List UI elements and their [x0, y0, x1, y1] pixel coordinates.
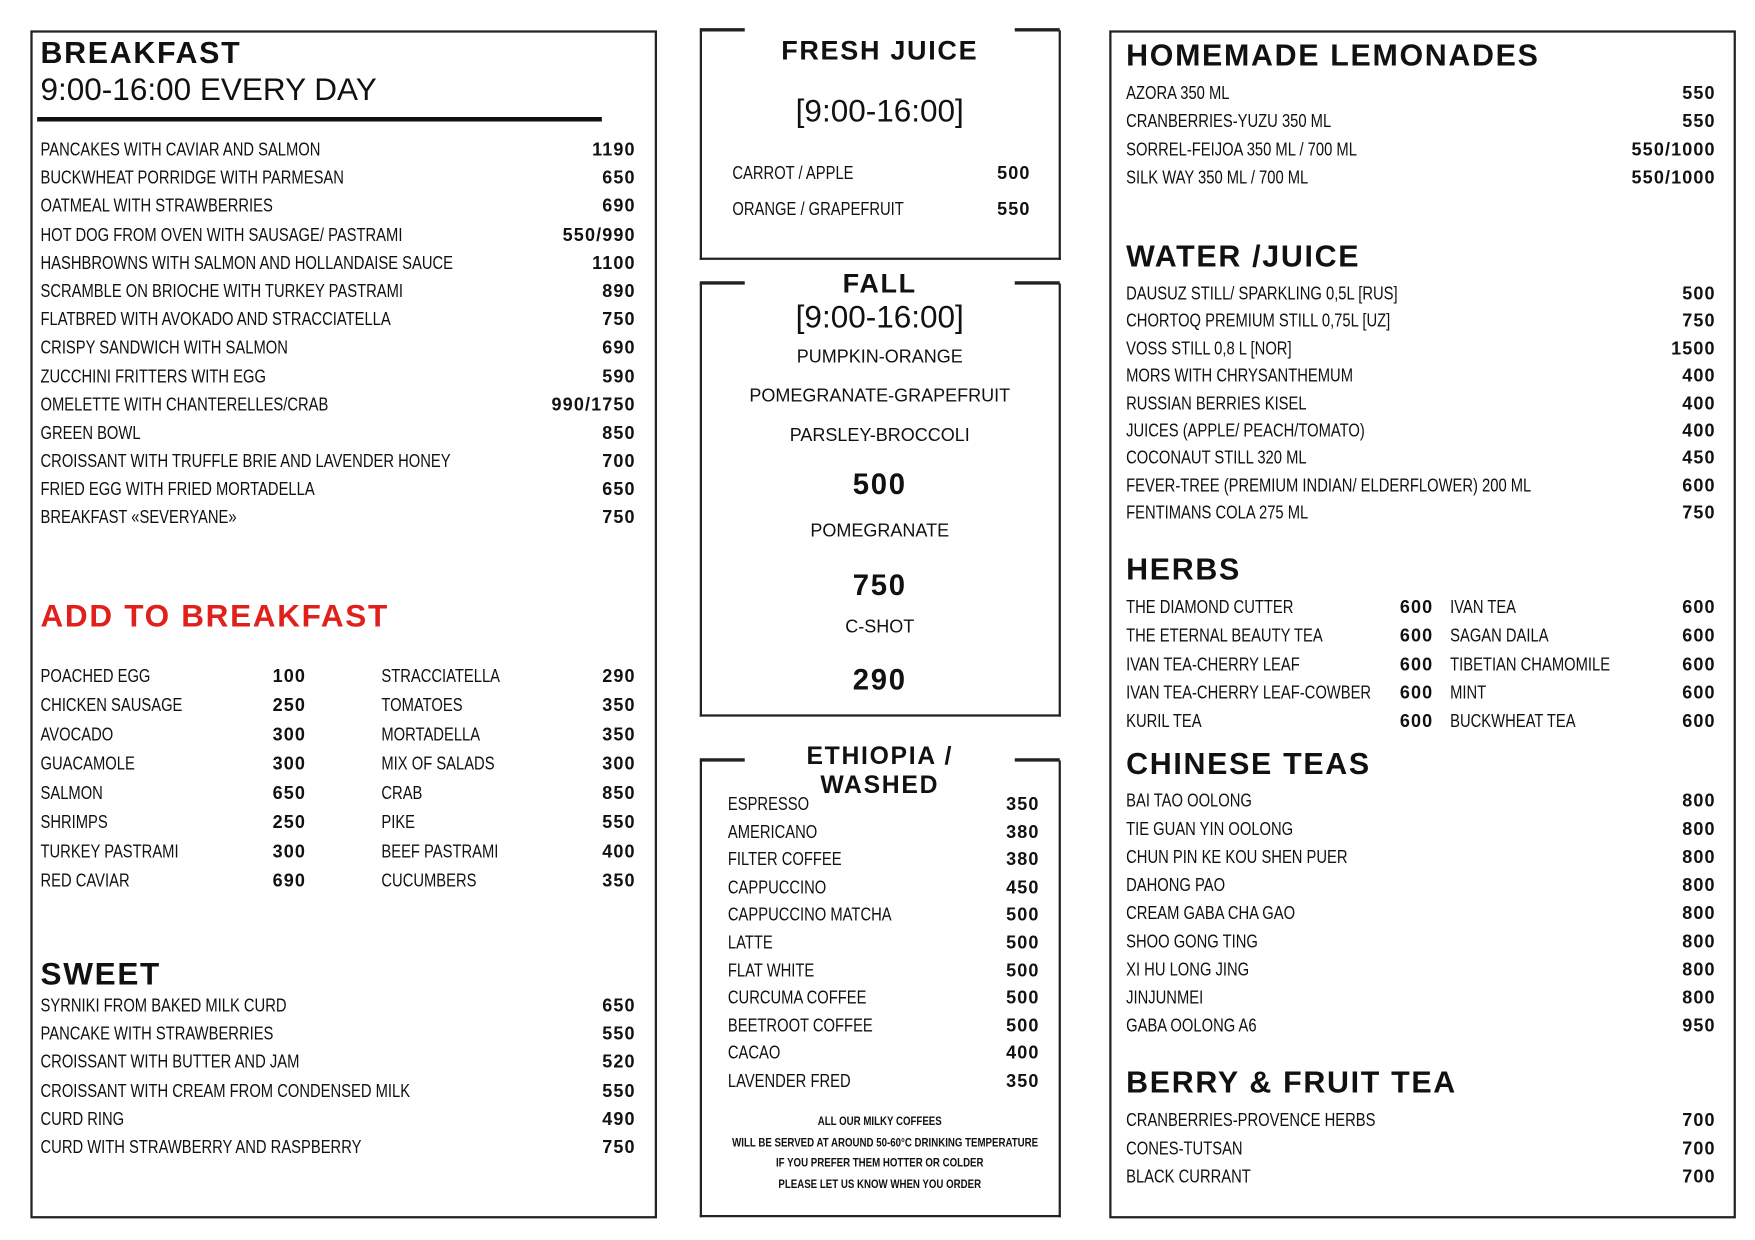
item-price: 350	[602, 725, 636, 745]
menu-item	[728, 851, 1040, 879]
item-name: CURCUMA COFFEE	[727, 989, 867, 1009]
border-segment	[700, 28, 745, 31]
item-price: 600	[1399, 655, 1434, 675]
item-name: OMELETTE WITH CHANTERELLES/CRAB	[40, 395, 329, 415]
chinese-teas-title: CHINESE TEAS	[1126, 747, 1371, 781]
item-name: SHRIMPS	[40, 813, 108, 833]
item-price: 600	[1682, 626, 1716, 647]
item-price: 450	[1682, 449, 1716, 469]
item-price: 400	[1682, 394, 1716, 414]
item-price: 700	[602, 452, 636, 472]
item-name: VOSS STILL 0,8 L [NOR]	[1126, 339, 1292, 359]
menu-item	[41, 1053, 636, 1081]
item-price: 700	[1682, 1167, 1716, 1187]
item-price: 690	[602, 338, 636, 359]
menu-item	[41, 311, 636, 339]
item-price: 250	[272, 696, 306, 716]
item-name: CHICKEN SAUSAGE	[40, 696, 183, 716]
item-price: 490	[602, 1110, 636, 1130]
item-name: CHUN PIN KE KOU SHEN PUER	[1126, 848, 1348, 868]
lemonades-list	[1126, 84, 1716, 197]
item-price: 800	[1682, 988, 1716, 1008]
item-price: 600	[1682, 712, 1716, 732]
menu-item	[1126, 876, 1716, 904]
item-price: 550	[602, 1025, 636, 1045]
item-name: TIBETIAN CHAMOMILE	[1450, 655, 1611, 675]
item-name: DAHONG PAO	[1126, 876, 1226, 896]
item-price: 600	[1682, 598, 1716, 618]
border-segment	[1015, 28, 1060, 31]
item-name: RUSSIAN BERRIES KISEL	[1126, 394, 1307, 414]
item-name: ORANGE / GRAPEFRUIT	[732, 200, 904, 220]
menu-item	[1126, 141, 1716, 169]
item-price: 1500	[1671, 339, 1716, 359]
menu-item	[41, 481, 636, 509]
menu-item	[1126, 989, 1716, 1017]
fall-item: PARSLEY-BROCCOLI	[789, 426, 970, 446]
menu-item	[1126, 1017, 1716, 1045]
item-price: 350	[602, 696, 636, 716]
item-price: 990/1750	[551, 395, 636, 415]
menu-item	[728, 906, 1040, 934]
item-price: 380	[1006, 823, 1040, 843]
item-name: FILTER COFFEE	[727, 850, 842, 870]
menu-item	[728, 1072, 1040, 1100]
menu-item	[1126, 285, 1716, 312]
menu-item	[41, 509, 636, 537]
menu-item	[41, 872, 307, 901]
item-price: 600	[1682, 655, 1716, 675]
item-price: 500	[1006, 961, 1040, 981]
fall-price: 500	[852, 466, 907, 501]
menu-item	[1126, 113, 1716, 141]
menu-item	[41, 339, 636, 367]
menu-item	[41, 367, 636, 395]
item-price: 400	[602, 842, 636, 862]
item-name: LATTE	[727, 933, 773, 953]
item-price: 500	[1006, 989, 1040, 1009]
item-name: IVAN TEA-CHERRY LEAF	[1126, 655, 1300, 675]
item-name: MIX OF SALADS	[381, 754, 495, 774]
menu-item	[41, 813, 307, 842]
menu-item	[41, 226, 636, 254]
item-name: BUCKWHEAT PORRIDGE WITH PARMESAN	[40, 168, 344, 189]
coffee-note: WILL BE SERVED AT AROUND 50-60°C DRINKING TEMPERATURE	[732, 1136, 1039, 1150]
item-name: CARROT / APPLE	[732, 164, 854, 184]
menu-item	[1126, 1168, 1716, 1196]
menu-item	[1126, 422, 1716, 449]
item-name: CREAM GABA CHA GAO	[1126, 904, 1296, 924]
item-price: 550/990	[562, 225, 636, 245]
item-name: KURIL TEA	[1126, 712, 1202, 732]
fall-title: FALL	[842, 268, 917, 300]
item-name: BUCKWHEAT TEA	[1450, 712, 1576, 732]
herbs-title: HERBS	[1126, 552, 1241, 587]
item-price: 500	[997, 164, 1031, 184]
menu-item	[1126, 792, 1716, 820]
item-name: BLACK CURRANT	[1126, 1167, 1251, 1187]
item-price: 800	[1682, 904, 1716, 924]
item-price: 750	[602, 1138, 636, 1158]
menu-item	[1126, 627, 1433, 655]
coffee-list	[728, 795, 1040, 1099]
item-price: 300	[272, 725, 306, 745]
menu-item	[41, 997, 636, 1025]
item-price: 750	[602, 310, 636, 330]
item-price: 850	[602, 784, 636, 804]
item-name: FEVER-TREE (PREMIUM INDIAN/ ELDERFLOWER) 200 ML	[1126, 476, 1532, 496]
fall-hours: [9:00-16:00]	[795, 299, 964, 335]
item-name: IVAN TEA	[1450, 598, 1517, 618]
menu-item	[1450, 599, 1716, 627]
item-name: SILK WAY 350 ML / 700 ML	[1126, 168, 1309, 188]
item-name: BREAKFAST «SEVERYANE»	[40, 508, 237, 529]
item-name: SALMON	[40, 784, 103, 804]
item-name: CAPPUCCINO MATCHA	[727, 906, 892, 926]
item-price: 350	[1006, 1072, 1040, 1092]
item-name: OATMEAL WITH STRAWBERRIES	[40, 197, 273, 217]
item-price: 250	[272, 813, 306, 833]
coffee-title: ETHIOPIA /	[806, 741, 954, 770]
menu-item	[1126, 340, 1716, 367]
menu-item	[728, 1017, 1040, 1045]
item-name: BAI TAO OOLONG	[1126, 792, 1252, 812]
berry-tea-title: BERRY & FRUIT TEA	[1126, 1065, 1457, 1100]
menu-item	[732, 164, 1030, 200]
menu-item	[1126, 1112, 1716, 1140]
item-price: 650	[602, 168, 636, 189]
item-name: CRANBERRIES-YUZU 350 ML	[1126, 112, 1332, 132]
menu-item	[1126, 394, 1716, 421]
item-price: 400	[1682, 366, 1716, 387]
item-name: MORS WITH CHRYSANTHEMUM	[1126, 366, 1353, 387]
item-name: TOMATOES	[381, 696, 463, 716]
item-name: THE ETERNAL BEAUTY TEA	[1126, 626, 1323, 647]
menu-item	[1126, 477, 1716, 504]
item-name: JINJUNMEI	[1126, 988, 1204, 1008]
sweet-title: SWEET	[40, 956, 161, 992]
item-name: STRACCIATELLA	[381, 667, 501, 687]
menu-item	[728, 1044, 1040, 1072]
item-name: CURD WITH STRAWBERRY AND RASPBERRY	[40, 1138, 362, 1158]
item-name: SORREL-FEIJOA 350 ML / 700 ML	[1126, 140, 1357, 160]
breakfast-hours: 9:00-16:00 EVERY DAY	[40, 72, 377, 107]
fall-price: 290	[852, 662, 907, 697]
menu-item	[1450, 655, 1716, 683]
sweet-list	[41, 997, 636, 1167]
item-price: 600	[1399, 598, 1434, 618]
item-price: 800	[1682, 792, 1716, 812]
item-name: SHOO GONG TING	[1126, 932, 1258, 952]
menu-item	[41, 197, 636, 225]
menu-item	[732, 200, 1030, 236]
item-name: POACHED EGG	[40, 667, 151, 687]
lemonades-title: HOMEMADE LEMONADES	[1126, 38, 1540, 72]
item-name: CONES-TUTSAN	[1126, 1139, 1243, 1159]
menu-item	[41, 843, 307, 872]
divider	[37, 117, 602, 122]
menu-item	[41, 1138, 636, 1166]
menu-item	[41, 726, 307, 755]
item-price: 800	[1682, 848, 1716, 868]
menu-item	[1126, 684, 1433, 712]
item-name: CRISPY SANDWICH WITH SALMON	[40, 338, 288, 359]
menu-item	[728, 989, 1040, 1017]
item-name: JUICES (APPLE/ PEACH/TOMATO)	[1126, 421, 1365, 441]
item-price: 590	[602, 367, 636, 387]
item-price: 600	[1399, 626, 1434, 647]
menu-item	[41, 141, 636, 169]
menu-item	[1450, 684, 1716, 712]
item-price: 600	[1399, 683, 1434, 704]
menu-item	[728, 934, 1040, 962]
item-name: FENTIMANS COLA 275 ML	[1126, 504, 1309, 524]
menu-item	[41, 396, 636, 424]
add-list-right	[381, 667, 635, 901]
item-price: 550	[1682, 84, 1716, 104]
item-price: 100	[272, 667, 306, 687]
menu-item	[41, 424, 636, 452]
item-price: 600	[1682, 683, 1716, 704]
item-name: CRAB	[381, 784, 423, 804]
menu-item	[381, 726, 635, 755]
item-price: 400	[1682, 421, 1716, 441]
item-price: 300	[272, 754, 306, 774]
item-name: PANCAKES WITH CAVIAR AND SALMON	[40, 140, 321, 160]
item-name: CROISSANT WITH CREAM FROM CONDENSED MILK	[40, 1081, 411, 1101]
item-name: GUACAMOLE	[40, 754, 135, 774]
menu-item	[1126, 712, 1433, 740]
menu-item	[728, 961, 1040, 989]
item-price: 450	[1006, 878, 1040, 898]
item-price: 550	[602, 813, 636, 833]
menu-item	[381, 843, 635, 872]
item-name: SCRAMBLE ON BRIOCHE WITH TURKEY PASTRAMI	[40, 282, 403, 302]
item-name: SYRNIKI FROM BAKED MILK CURD	[40, 996, 287, 1016]
item-name: FLAT WHITE	[727, 961, 815, 981]
menu-item	[1126, 905, 1716, 933]
item-price: 650	[602, 480, 636, 500]
menu-item	[41, 696, 307, 725]
item-price: 350	[1006, 795, 1040, 815]
coffee-note: PLEASE LET US KNOW WHEN YOU ORDER	[778, 1177, 982, 1192]
item-name: PANCAKE WITH STRAWBERRIES	[40, 1025, 274, 1045]
menu-item	[1126, 820, 1716, 848]
fresh-juice-list	[732, 164, 1030, 236]
menu-item	[381, 696, 635, 725]
menu-item	[1126, 84, 1716, 112]
menu-item	[41, 755, 307, 784]
coffee-note: ALL OUR MILKY COFFEES	[817, 1114, 942, 1129]
item-price: 850	[602, 423, 636, 444]
item-price: 1190	[592, 140, 636, 160]
item-price: 800	[1682, 820, 1716, 840]
menu-item	[728, 795, 1040, 823]
item-price: 750	[602, 508, 636, 529]
menu-item	[1126, 449, 1716, 476]
item-price: 700	[1682, 1111, 1716, 1131]
menu-item	[1450, 712, 1716, 740]
fall-item: PUMPKIN-ORANGE	[796, 347, 963, 367]
item-price: 700	[1682, 1139, 1716, 1159]
add-to-breakfast-title: ADD TO BREAKFAST	[40, 598, 389, 634]
water-list	[1126, 285, 1716, 532]
berry-tea-list	[1126, 1112, 1716, 1196]
breakfast-list	[41, 141, 636, 538]
item-price: 400	[1006, 1044, 1040, 1064]
menu-item	[1126, 599, 1433, 627]
item-price: 600	[1682, 476, 1716, 496]
item-name: FLATBRED WITH AVOKADO AND STRACCIATELLA	[40, 310, 391, 330]
item-name: CROISSANT WITH BUTTER AND JAM	[40, 1053, 300, 1073]
menu-item	[381, 784, 635, 813]
fall-price: 750	[852, 568, 907, 602]
item-name: GREEN BOWL	[40, 423, 141, 444]
menu-item	[41, 254, 636, 282]
menu-item	[1126, 367, 1716, 394]
fall-item: C-SHOT	[845, 617, 915, 637]
item-name: HOT DOG FROM OVEN WITH SAUSAGE/ PASTRAMI	[40, 225, 403, 245]
item-name: CROISSANT WITH TRUFFLE BRIE AND LAVENDER HONEY	[40, 452, 451, 472]
item-name: PIKE	[381, 813, 416, 833]
item-price: 890	[602, 282, 636, 302]
item-name: RED CAVIAR	[40, 871, 130, 891]
fresh-juice-hours: [9:00-16:00]	[795, 93, 964, 129]
item-name: GABA OOLONG A6	[1126, 1017, 1257, 1037]
menu-item	[1126, 169, 1716, 197]
menu-item	[381, 813, 635, 842]
item-price: 500	[1006, 906, 1040, 926]
item-price: 550	[1682, 112, 1716, 132]
herbs-list-left	[1126, 599, 1433, 741]
item-price: 1100	[592, 253, 636, 274]
item-name: CHORTOQ PREMIUM STILL 0,75L [UZ]	[1126, 312, 1391, 332]
item-name: TIE GUAN YIN OOLONG	[1126, 820, 1294, 840]
fall-item: POMEGRANATE	[810, 522, 950, 542]
menu-item	[1126, 504, 1716, 531]
item-price: 500	[1006, 933, 1040, 953]
item-price: 550/1000	[1631, 168, 1716, 188]
item-price: 800	[1682, 932, 1716, 952]
coffee-note: IF YOU PREFER THEM HOTTER OR COLDER	[775, 1156, 984, 1170]
item-name: CUCUMBERS	[381, 871, 477, 891]
menu-item	[728, 878, 1040, 906]
item-price: 800	[1682, 876, 1716, 896]
item-name: BEETROOT COFFEE	[727, 1016, 873, 1036]
herbs-list-right	[1450, 599, 1716, 741]
menu-item	[1126, 1140, 1716, 1168]
item-name: AVOCADO	[40, 725, 114, 745]
item-name: AMERICANO	[727, 823, 818, 843]
menu-item	[41, 1110, 636, 1138]
menu-item	[1450, 627, 1716, 655]
item-name: CRANBERRIES-PROVENCE HERBS	[1126, 1111, 1376, 1131]
item-name: FRIED EGG WITH FRIED MORTADELLA	[40, 480, 315, 500]
menu-item	[41, 1082, 636, 1110]
item-name: THE DIAMOND CUTTER	[1126, 598, 1294, 618]
item-name: CURD RING	[40, 1110, 125, 1130]
coffee-title: WASHED	[820, 770, 940, 799]
menu-item	[381, 667, 635, 696]
item-price: 550	[997, 200, 1031, 220]
item-name: MORTADELLA	[381, 725, 481, 745]
menu-item	[1126, 312, 1716, 339]
item-name: DAUSUZ STILL/ SPARKLING 0,5L [RUS]	[1126, 284, 1398, 304]
menu-item	[41, 169, 636, 197]
menu-item	[1126, 933, 1716, 961]
item-price: 950	[1682, 1017, 1716, 1037]
item-name: IVAN TEA-CHERRY LEAF-COWBER	[1126, 683, 1372, 704]
menu-item	[41, 282, 636, 310]
item-price: 300	[602, 754, 636, 774]
item-name: TURKEY PASTRAMI	[40, 842, 179, 862]
item-price: 690	[602, 197, 636, 217]
item-price: 290	[602, 667, 636, 687]
item-price: 650	[602, 996, 636, 1016]
item-price: 750	[1682, 504, 1716, 524]
item-name: LAVENDER FRED	[727, 1072, 851, 1092]
menu-item	[41, 1025, 636, 1053]
fall-item: POMEGRANATE-GRAPEFRUIT	[749, 387, 1011, 407]
item-name: SAGAN DAILA	[1450, 626, 1549, 647]
item-price: 690	[272, 871, 306, 891]
item-price: 500	[1006, 1016, 1040, 1036]
item-name: ZUCCHINI FRITTERS WITH EGG	[40, 367, 266, 387]
menu-item	[1126, 848, 1716, 876]
item-price: 650	[272, 784, 306, 804]
item-name: CAPPUCCINO	[727, 878, 827, 898]
item-price: 380	[1006, 850, 1040, 870]
item-name: ESPRESSO	[727, 795, 810, 815]
item-price: 600	[1399, 712, 1434, 732]
item-name: AZORA 350 ML	[1126, 84, 1230, 104]
fresh-juice-title: FRESH JUICE	[781, 36, 979, 67]
menu-item	[1126, 961, 1716, 989]
item-name: XI HU LONG JING	[1126, 960, 1250, 980]
menu-item	[41, 452, 636, 480]
menu-item	[728, 823, 1040, 851]
breakfast-title: BREAKFAST	[40, 36, 242, 70]
chinese-teas-list	[1126, 792, 1716, 1045]
water-title: WATER /JUICE	[1126, 239, 1361, 274]
menu-item	[381, 755, 635, 784]
add-list-left	[41, 667, 307, 901]
item-name: MINT	[1450, 683, 1487, 704]
item-price: 750	[1682, 312, 1716, 332]
item-name: HASHBROWNS WITH SALMON AND HOLLANDAISE SAUCE	[40, 253, 454, 274]
item-price: 800	[1682, 960, 1716, 980]
menu-item	[41, 667, 307, 696]
item-price: 520	[602, 1053, 636, 1073]
item-price: 550/1000	[1631, 140, 1716, 160]
item-name: COCONAUT STILL 320 ML	[1126, 449, 1307, 469]
menu-item	[381, 872, 635, 901]
item-price: 550	[602, 1081, 636, 1101]
item-price: 350	[602, 871, 636, 891]
item-price: 500	[1682, 284, 1716, 304]
menu-item	[41, 784, 307, 813]
item-name: CACAO	[727, 1044, 781, 1064]
item-price: 300	[272, 842, 306, 862]
item-name: BEEF PASTRAMI	[381, 842, 499, 862]
menu-item	[1126, 655, 1433, 683]
